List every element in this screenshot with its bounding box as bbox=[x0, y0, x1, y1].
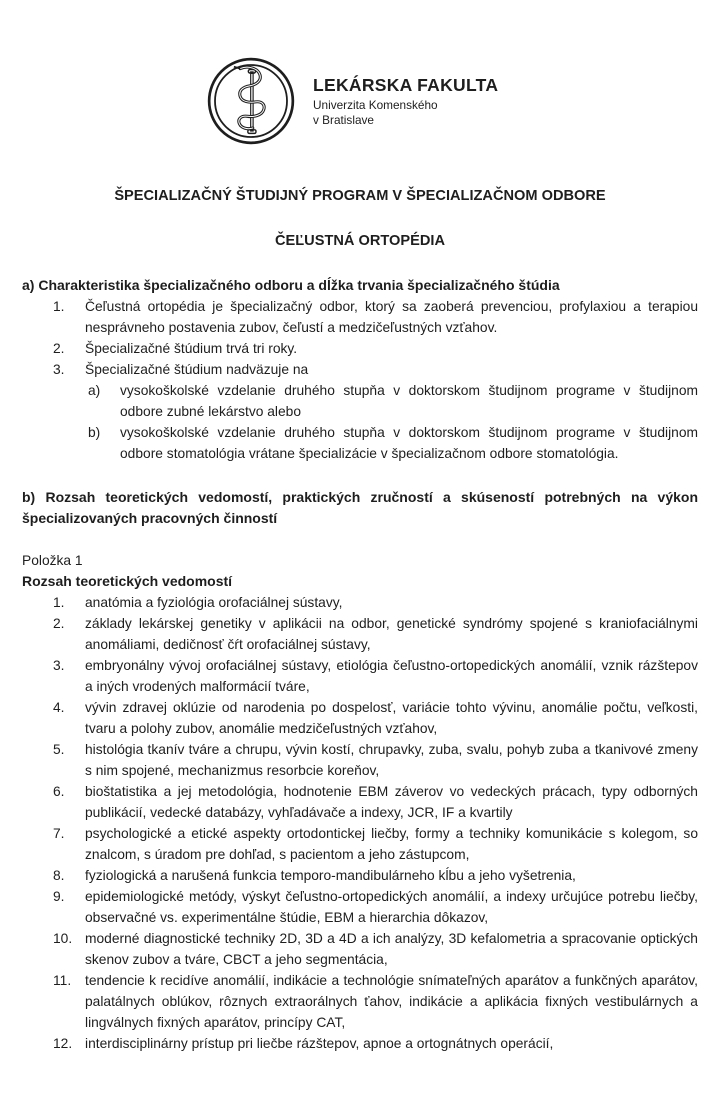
polozka-1-label: Položka 1 bbox=[22, 553, 83, 568]
item-text: Čeľustná ortopédia je špecializačný odbor, ktorý sa zaoberá prevenciou, profylaxiou a terapiou nesprávneho postavenia zubov, čeľustí a medzičeľustných vzťahov. bbox=[85, 299, 698, 335]
p1-item-12 bbox=[22, 1033, 698, 1054]
p1-item-10 bbox=[22, 928, 698, 970]
logo-text bbox=[313, 75, 498, 127]
p1-item-3 bbox=[22, 655, 698, 697]
a-subitem-b bbox=[85, 422, 698, 464]
a-item-3-sublist bbox=[85, 380, 698, 464]
item-number: 7. bbox=[53, 826, 65, 841]
document-body bbox=[0, 275, 720, 1054]
item-number: 3. bbox=[53, 362, 65, 377]
section-a-heading: a) Charakteristika špecializačného odboru a dĺžka trvania špecializačného štúdia bbox=[22, 277, 560, 293]
faculty-name: LEKÁRSKA FAKULTA bbox=[313, 75, 499, 95]
item-number: 4. bbox=[53, 700, 65, 715]
item-text: embryonálny vývoj orofaciálnej sústavy, etiológia čeľustno-ortopedických anomálií, vznik rázštepov a iných vrodených malformácií tváre, bbox=[85, 658, 698, 694]
item-text: interdisciplinárny prístup pri liečbe rázštepov, apnoe a ortognátnych operácií, bbox=[85, 1036, 554, 1051]
rod-of-asclepius-icon bbox=[206, 56, 296, 146]
item-number: 8. bbox=[53, 868, 65, 883]
p1-item-9 bbox=[22, 886, 698, 928]
subitem-text: vysokoškolské vzdelanie druhého stupňa v doktorskom študijnom programe v študijnom odbore zubné lekárstvo alebo bbox=[120, 383, 698, 419]
item-text: vývin zdravej oklúzie od narodenia po dospelosť, variácie tohto vývinu, anomálie počtu, veľkosti, tvaru a polohy zubov, anomálie medzičeľustných vzťahov, bbox=[85, 700, 698, 736]
document-header bbox=[0, 0, 720, 146]
subitem-text: vysokoškolské vzdelanie druhého stupňa v doktorskom študijnom programe v študijnom odbore stomatológia vrátane špecializácie v špecializačnom odbore stomatológia. bbox=[120, 425, 698, 461]
subitem-letter: a) bbox=[88, 383, 101, 398]
item-number: 11. bbox=[53, 973, 72, 988]
a-item-1 bbox=[22, 296, 698, 338]
polozka-1-heading: Rozsah teoretických vedomostí bbox=[22, 573, 233, 589]
title-block bbox=[0, 186, 720, 252]
p1-item-4 bbox=[22, 697, 698, 739]
item-text: moderné diagnostické techniky 2D, 3D a 4D a ich analýzy, 3D kefalometria a spracovanie optických skenov zubov a tváre, CBCT a jeho segmentácia, bbox=[85, 931, 698, 967]
item-text: histológia tkanív tváre a chrupu, vývin kostí, chrupavky, zuba, svalu, pohyb zuba a tkanivové zmeny s nim spojené, mechanizmus resorbcie koreňov, bbox=[85, 742, 698, 778]
item-text: základy lekárskej genetiky v aplikácii na odbor, genetické syndrómy spojené s kraniofaciálnymi anomáliami, dedičnosť čŕt orofaciálnej sústavy, bbox=[85, 616, 698, 652]
item-number: 10. bbox=[53, 931, 73, 946]
a-item-3 bbox=[22, 359, 698, 464]
p1-item-8 bbox=[22, 865, 698, 886]
item-number: 6. bbox=[53, 784, 65, 799]
item-text: Špecializačné štúdium nadväzuje na bbox=[85, 362, 309, 377]
p1-item-1 bbox=[22, 592, 698, 613]
section-a-list bbox=[22, 296, 698, 464]
item-number: 5. bbox=[53, 742, 65, 757]
p1-item-11 bbox=[22, 970, 698, 1033]
item-number: 1. bbox=[53, 299, 65, 314]
document-title: ŠPECIALIZAČNÝ ŠTUDIJNÝ PROGRAM V ŠPECIALIZAČNOM ODBORE bbox=[114, 188, 606, 204]
item-text: anatómia a fyziológia orofaciálnej sústavy, bbox=[85, 595, 343, 610]
item-text: psychologické a etické aspekty ortodontickej liečby, formy a techniky komunikácie s kolegom, so znalcom, s úradom pre dohľad, s pacientom a jeho zástupcom, bbox=[85, 826, 698, 862]
item-text bbox=[85, 359, 698, 464]
item-text: fyziologická a narušená funkcia temporo-mandibulárneho kĺbu a jeho vyšetrenia, bbox=[85, 868, 576, 883]
item-number: 9. bbox=[53, 889, 65, 904]
item-text: bioštatistika a jej metodológia, hodnotenie EBM záverov vo vedeckých prácach, typy odborných publikácií, vedecké databázy, vyhľadávače a indexy, JCR, IF a kvartily bbox=[85, 784, 698, 820]
p1-item-2 bbox=[22, 613, 698, 655]
a-subitem-a bbox=[85, 380, 698, 422]
item-number: 12. bbox=[53, 1036, 73, 1051]
item-text: epidemiologické metódy, výskyt čeľustno-ortopedických anomálií, a indexy určujúce potrebu liečby, observačné vs. experimentálne štúdie, EBM a hierarchia dôkazov, bbox=[85, 889, 698, 925]
item-number: 1. bbox=[53, 595, 65, 610]
polozka-1-list bbox=[22, 592, 698, 1054]
p1-item-6 bbox=[22, 781, 698, 823]
item-number: 3. bbox=[53, 658, 65, 673]
section-b-heading: b) Rozsah teoretických vedomostí, praktických zručností a skúseností potrebných na výkon špecializovaných pracovných činností bbox=[22, 489, 698, 526]
p1-item-5 bbox=[22, 739, 698, 781]
p1-item-7 bbox=[22, 823, 698, 865]
item-number: 2. bbox=[53, 616, 65, 631]
item-text: Špecializačné štúdium trvá tri roky. bbox=[85, 341, 298, 356]
item-number: 2. bbox=[53, 341, 65, 356]
university-name: Univerzita Komenského bbox=[313, 98, 438, 112]
item-text: tendencie k recidíve anomálií, indikácie a technológie snímateľných aparátov a funkčných aparátov, palatálnych oblúkov, rôznych extraorálnych ťahov, indikácie a aplikácia fixných vestibulárnych a lingválnych fixných aparátov, princípy CAT, bbox=[85, 973, 698, 1030]
document-subtitle: ČEĽUSTNÁ ORTOPÉDIA bbox=[274, 233, 445, 249]
university-city: v Bratislave bbox=[313, 112, 374, 127]
a-item-2 bbox=[22, 338, 698, 359]
subitem-letter: b) bbox=[88, 425, 101, 440]
